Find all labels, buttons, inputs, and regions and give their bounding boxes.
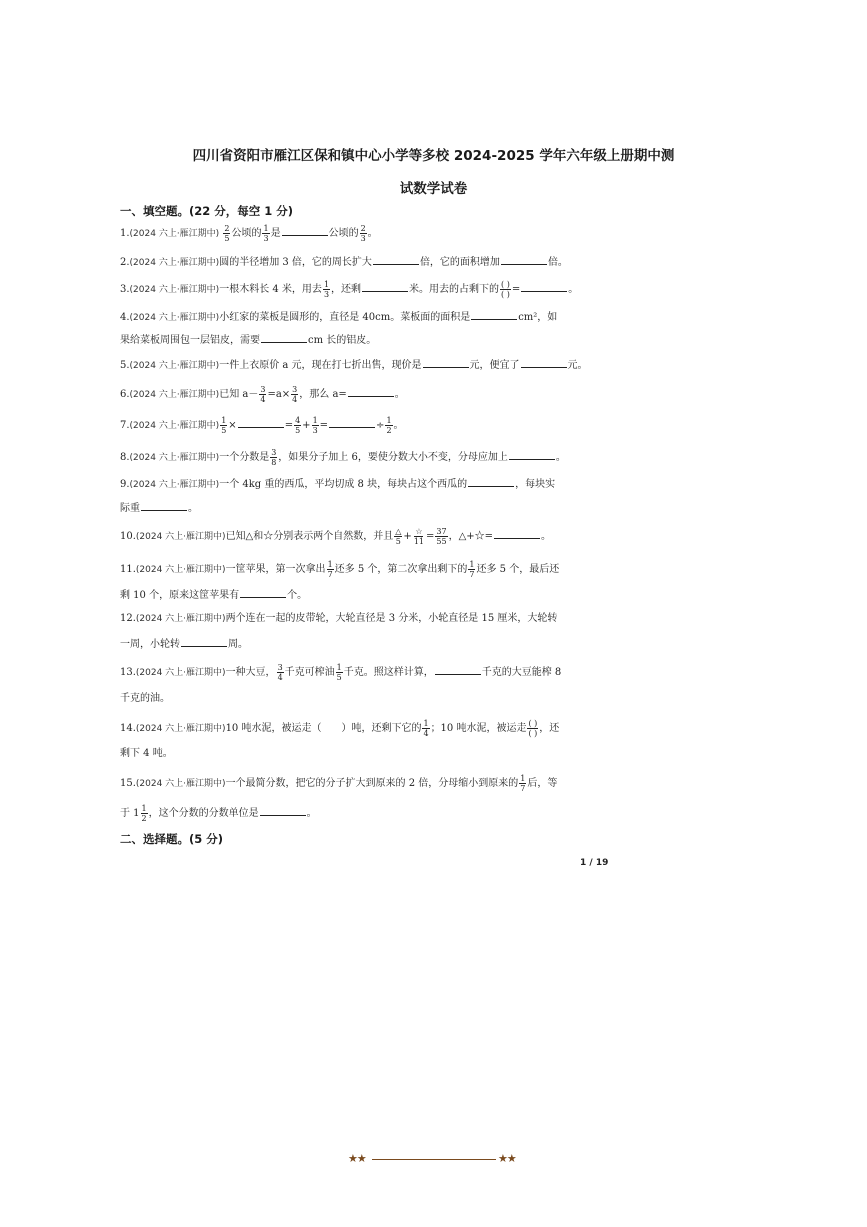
fraction: $\frac{☆}{11}$ [413, 527, 424, 546]
fraction: $\frac{1}{2}$ [386, 416, 392, 435]
question-5: 5.(2024 六上·雁江期中)一件上衣原价 a 元，现在打七折出售，现价是 元，便宜了 元。 [120, 357, 614, 373]
section-heading-multiple-choice: 二、选择题。(5 分) [120, 832, 224, 846]
question-3: 3.(2024 六上·雁江期中)一根木料长 4 米，用去 $\frac{1}{3}$ ，还剩 米。用去的占剩下的 $\frac{( )}{( )}$ = 。 [120, 280, 579, 299]
question-12-continued: 一周，小轮转 周。 [120, 636, 248, 652]
answer-blank[interactable] [329, 417, 375, 428]
fraction: $\frac{1}{7}$ [327, 560, 333, 579]
question-14: 14.(2024 六上·雁江期中)10 吨水泥，被运走（ ）吨，还剩下它的 $\frac{1}{4}$ ；10 吨水泥，被运走 $\frac{( )}{( )}$ ，还 [120, 719, 560, 738]
fraction: $\frac{1}{3}$ [263, 224, 269, 243]
question-13: 13.(2024 六上·雁江期中)一种大豆， $\frac{3}{4}$ 千克可榨油 $\frac{1}{5}$ 千克。照这样计算， 千克的大豆能榨 8 [120, 663, 562, 682]
fraction: $\frac{2}{3}$ [360, 224, 366, 243]
question-source: (2024 六上·雁江期中) [135, 532, 226, 542]
answer-blank[interactable] [141, 500, 187, 511]
question-8: 8.(2024 六上·雁江期中)一个分数是 $\frac{3}{8}$ ，如果分子加上 6，要使分数大小不变，分母应加上 。 [120, 448, 566, 467]
fraction: $\frac{1}{4}$ [423, 719, 429, 738]
fraction: $\frac{3}{4}$ [260, 385, 266, 404]
fraction: $\frac{4}{5}$ [295, 416, 301, 435]
question-source: (2024 六上·雁江期中) [129, 361, 220, 371]
fraction: $\frac{1}{5}$ [221, 416, 227, 435]
fraction: $\frac{37}{55}$ [436, 527, 447, 546]
question-10: 10.(2024 六上·雁江期中)已知△和☆分别表示两个自然数，并且 $\frac{\triangle}{5}$ + $\frac{☆}{11}$ = $\frac{37}{55}$ ，△+☆= 。 [120, 527, 552, 546]
question-9: 9.(2024 六上·雁江期中)一个 4kg 重的西瓜，平均切成 8 块，每块占这个西瓜的 ，每块实 [120, 476, 614, 492]
answer-blank[interactable] [181, 636, 227, 647]
fraction: $\frac{1}{2}$ [141, 804, 147, 823]
answer-blank[interactable] [494, 528, 540, 539]
question-source: (2024 六上·雁江期中) [135, 779, 226, 789]
fraction: $\frac{2}{5}$ [224, 224, 230, 243]
question-source: (2024 六上·雁江期中) [129, 453, 220, 463]
fraction-blank[interactable]: $\frac{( )}{( )}$ [501, 280, 510, 299]
star-icon: ★★ [498, 1152, 516, 1165]
fraction: $\frac{1}{3}$ [323, 280, 330, 299]
answer-blank[interactable] [501, 254, 547, 265]
question-source: (2024 六上·雁江期中) [129, 421, 220, 431]
answer-blank[interactable] [468, 476, 514, 487]
exam-title-line2: 试数学试卷 [399, 181, 468, 197]
question-source: (2024 六上·雁江期中) [135, 614, 226, 624]
answer-blank[interactable] [471, 309, 517, 320]
question-11: 11.(2024 六上·雁江期中)一筐苹果，第一次拿出 $\frac{1}{7}$ 还多 5 个，第二次拿出剩下的 $\frac{1}{7}$ 还多 5 个，最后还 [120, 560, 560, 579]
question-source: (2024 六上·雁江期中) [129, 313, 220, 323]
fraction: $\frac{1}{7}$ [520, 774, 526, 793]
answer-blank[interactable] [373, 254, 419, 265]
answer-blank[interactable] [521, 281, 567, 292]
question-15: 15.(2024 六上·雁江期中)一个最简分数，把它的分子扩大到原来的 2 倍，分母缩小到原来的 $\frac{1}{7}$ 后，等 [120, 774, 558, 793]
section-heading-fill-blank: 一、填空题。(22 分，每空 1 分) [120, 204, 294, 218]
answer-blank[interactable] [238, 417, 284, 428]
fraction: $\frac{\triangle}{5}$ [395, 527, 402, 546]
question-11-continued: 剩 10 个，原来这筐苹果有 个。 [120, 587, 307, 603]
page-number: 1 / 19 [580, 858, 609, 868]
question-source: (2024 六上·雁江期中) [129, 480, 220, 490]
answer-blank[interactable] [423, 357, 469, 368]
fraction: $\frac{3}{4}$ [292, 385, 298, 404]
answer-blank[interactable] [240, 587, 286, 598]
question-7: 7.(2024 六上·雁江期中) $\frac{1}{5}$ × = $\frac{4}{5}$ + $\frac{1}{3}$ = ÷ $\frac{1}{2}$ 。 [120, 416, 404, 435]
question-source: (2024 六上·雁江期中) [129, 258, 220, 268]
question-source: (2024 六上·雁江期中) [129, 229, 220, 239]
fraction: $\frac{3}{4}$ [277, 663, 283, 682]
question-1: 1.(2024 六上·雁江期中) $\frac{2}{5}$ 公顷的 $\frac{1}{3}$ 是 公顷的 $\frac{2}{3}$ 。 [120, 224, 378, 243]
answer-blank[interactable] [509, 449, 555, 460]
question-source: (2024 六上·雁江期中) [129, 285, 220, 295]
exam-title-line1: 四川省资阳市雁江区保和镇中心小学等多校 2024-2025 学年六年级上册期中测 [192, 148, 675, 164]
question-2: 2.(2024 六上·雁江期中)圆的半径增加 3 倍，它的周长扩大 倍，它的面积增加 倍。 [120, 254, 614, 270]
answer-blank[interactable] [362, 281, 408, 292]
question-source: (2024 六上·雁江期中) [135, 565, 226, 575]
footer-ornament [348, 1152, 520, 1166]
footer-divider [372, 1159, 496, 1160]
answer-blank[interactable] [260, 805, 306, 816]
answer-blank[interactable] [348, 386, 394, 397]
answer-blank[interactable] [435, 664, 481, 675]
question-source: (2024 六上·雁江期中) [129, 390, 220, 400]
fraction: $\frac{1}{7}$ [469, 560, 475, 579]
answer-blank[interactable] [282, 225, 328, 236]
answer-blank[interactable] [521, 357, 567, 368]
question-4: 4.(2024 六上·雁江期中)小红家的菜板是圆形的，直径是 40cm。菜板面的面积是 cm²，如 [120, 309, 614, 325]
question-15-continued: 于 1 $\frac{1}{2}$ ，这个分数的分数单位是 。 [120, 804, 317, 823]
question-14-continued: 剩下 4 吨。 [120, 748, 173, 759]
question-source: (2024 六上·雁江期中) [135, 724, 226, 734]
question-9-continued: 际重 。 [120, 500, 198, 516]
question-6: 6.(2024 六上·雁江期中)已知 a－ $\frac{3}{4}$ =a× $\frac{3}{4}$ ，那么 a= 。 [120, 385, 405, 404]
star-icon: ★★ [348, 1152, 366, 1165]
question-4-continued: 果给菜板周围包一层铝皮，需要 cm 长的铝皮。 [120, 332, 376, 348]
question-source: (2024 六上·雁江期中) [135, 668, 226, 678]
fraction: $\frac{1}{5}$ [336, 663, 342, 682]
fraction: $\frac{1}{3}$ [312, 416, 318, 435]
question-12: 12.(2024 六上·雁江期中)两个连在一起的皮带轮，大轮直径是 3 分米，小轮直径是 15 厘米，大轮转 [120, 613, 558, 624]
answer-blank[interactable] [261, 332, 307, 343]
fraction: $\frac{3}{8}$ [271, 448, 277, 467]
fraction-blank[interactable]: $\frac{( )}{( )}$ [528, 719, 538, 738]
question-number: 1. [120, 228, 130, 239]
question-13-continued: 千克的油。 [120, 693, 170, 704]
